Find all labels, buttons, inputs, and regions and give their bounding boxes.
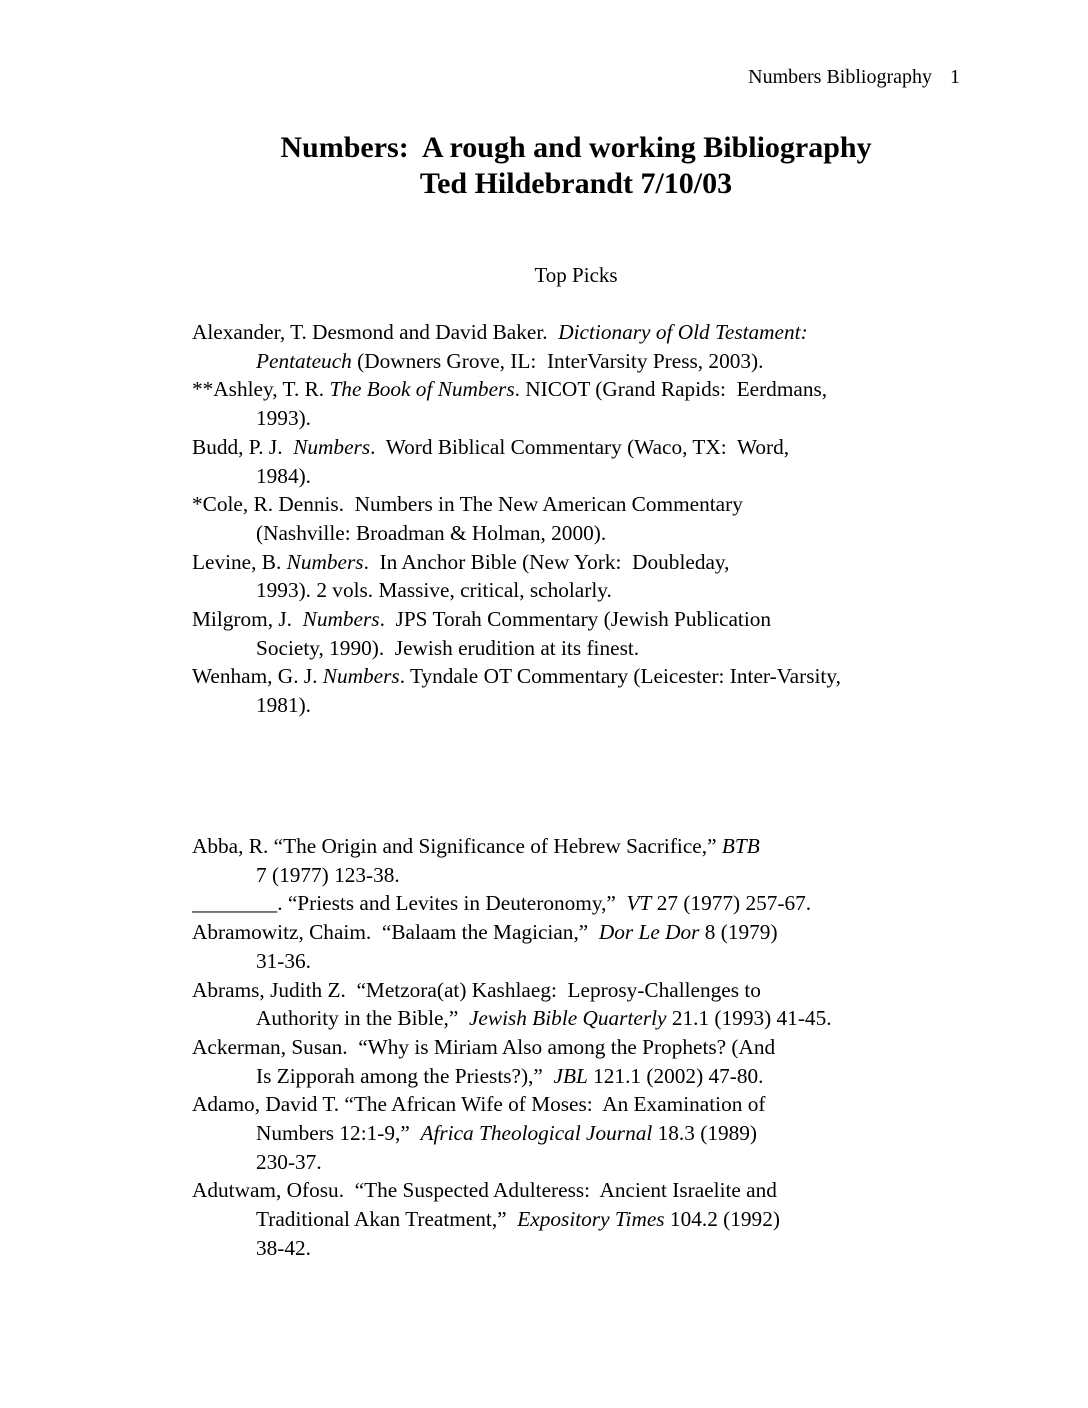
entry-text: 8 (1979): [699, 920, 778, 945]
entry-line: Adutwam, Ofosu. “The Suspected Adulteress: Ancient Israelite and: [192, 1178, 777, 1203]
entry-line: [192, 1004, 972, 1033]
entry-journal: BTB: [721, 834, 760, 858]
entry-line: Ackerman, Susan. “Why is Miriam Also among the Prophets? (And: [192, 1034, 776, 1059]
entry-text: Authority in the Bible,”: [256, 1006, 469, 1031]
entry-line: [192, 662, 972, 691]
entry-journal: Expository Times: [517, 1207, 665, 1232]
entry-journal: Africa Theological Journal: [420, 1121, 653, 1146]
entry-journal: Jewish Bible Quarterly: [468, 1006, 667, 1031]
entry-title: Numbers: [302, 607, 380, 632]
bibliography-list: [192, 832, 972, 1263]
bib-entry-levine: [192, 548, 972, 605]
entry-line: [192, 548, 972, 577]
entry-line: Society, 1990). Jewish erudition at its finest.: [256, 635, 640, 660]
entry-title: The Book of Numbers: [329, 377, 515, 402]
entry-text: ________. “Priests and Levites in Deuteronomy,”: [192, 891, 627, 916]
entry-text: Levine, B.: [192, 549, 287, 574]
entry-text: . NICOT (Grand Rapids: Eerdmans,: [514, 377, 828, 402]
page-number: 1: [950, 66, 960, 88]
entry-line: (Nashville: Broadman & Holman, 2000).: [256, 520, 607, 545]
entry-text: Numbers 12:1-9,”: [256, 1121, 421, 1146]
bib-entry-abba: [192, 832, 972, 889]
entry-title: Numbers: [286, 549, 364, 574]
entry-text: Milgrom, J.: [192, 607, 303, 632]
bib-entry-abba-2: [192, 889, 972, 918]
bib-entry-milgrom: [192, 605, 972, 662]
bib-entry-adamo: [192, 1090, 972, 1176]
entry-line: [192, 1119, 972, 1148]
entry-text: Budd, P. J.: [192, 434, 294, 459]
entry-line: *Cole, R. Dennis. Numbers in The New American Commentary: [192, 492, 743, 517]
entry-text: 27 (1977) 257-67.: [651, 891, 812, 916]
bib-entry-cole: [192, 490, 972, 547]
entry-line: [192, 918, 972, 947]
running-head: [748, 62, 960, 92]
bib-entry-wenham: [192, 662, 972, 719]
entry-line: [192, 832, 972, 861]
entry-line: 7 (1977) 123-38.: [256, 862, 400, 887]
entry-line: Abrams, Judith Z. “Metzora(at) Kashlaeg: Leprosy-Challenges to: [192, 977, 761, 1002]
bib-entry-abramowitz: [192, 918, 972, 975]
entry-text: . In Anchor Bible (New York: Doubleday,: [363, 549, 730, 574]
entry-line: 38-42.: [256, 1235, 312, 1260]
entry-line: [192, 433, 972, 462]
entry-line: [192, 605, 972, 634]
entry-text: 121.1 (2002) 47-80.: [587, 1063, 764, 1088]
entry-text: (Downers Grove, IL: InterVarsity Press, 2003).: [351, 348, 764, 373]
top-picks-list: [192, 318, 972, 720]
entry-text: 104.2 (1992): [664, 1207, 780, 1232]
entry-line: [192, 318, 972, 347]
entry-title: Pentateuch: [256, 348, 352, 373]
entry-title: Numbers: [322, 664, 400, 689]
entry-text: Wenham, G. J.: [192, 664, 323, 689]
bib-entry-ashley: [192, 375, 972, 432]
document-title: [0, 130, 1088, 202]
entry-title: Dictionary of Old Testament:: [558, 320, 808, 344]
entry-text: 18.3 (1989): [652, 1121, 758, 1146]
title-line-1: Numbers: A rough and working Bibliography: [280, 131, 872, 164]
bib-entry-ackerman: [192, 1033, 972, 1090]
entry-title: Numbers: [293, 434, 371, 459]
entry-text: Abramowitz, Chaim. “Balaam the Magician,”: [192, 920, 599, 945]
bib-entry-budd: [192, 433, 972, 490]
entry-journal: Dor Le Dor: [598, 920, 700, 945]
top-picks-heading: Top Picks: [534, 263, 618, 287]
entry-line: 230-37.: [256, 1149, 322, 1174]
bib-entry-alexander: [192, 318, 972, 375]
entry-text: Abba, R. “The Origin and Significance of Hebrew Sacrifice,”: [192, 834, 722, 858]
entry-text: . JPS Torah Commentary (Jewish Publication: [379, 607, 772, 632]
entry-text: . Tyndale OT Commentary (Leicester: Inter-Varsity,: [399, 664, 841, 689]
entry-line: 1984).: [256, 463, 312, 488]
entry-line: 1993).: [256, 406, 312, 431]
entry-line: 1981).: [256, 693, 312, 718]
bib-entry-adutwam: [192, 1176, 972, 1262]
entry-text: . Word Biblical Commentary (Waco, TX: Word,: [370, 434, 790, 459]
entry-text: Alexander, T. Desmond and David Baker.: [192, 320, 559, 344]
entry-journal: VT: [626, 891, 652, 916]
entry-line: [192, 1062, 972, 1091]
entry-text: **Ashley, T. R.: [192, 377, 330, 402]
entry-text: Traditional Akan Treatment,”: [256, 1207, 518, 1232]
title-line-2: Ted Hildebrandt 7/10/03: [419, 167, 733, 200]
entry-line: [192, 375, 972, 404]
entry-line: 31-36.: [256, 948, 312, 973]
bib-entry-abrams: [192, 976, 972, 1033]
running-head-title: Numbers Bibliography: [748, 66, 932, 88]
entry-line: Adamo, David T. “The African Wife of Moses: An Examination of: [192, 1092, 766, 1117]
entry-line: 1993). 2 vols. Massive, critical, scholarly.: [256, 578, 612, 603]
entry-line: [192, 889, 972, 918]
entry-text: Is Zipporah among the Priests?),”: [256, 1063, 554, 1088]
entry-line: [192, 347, 972, 376]
entry-journal: JBL: [553, 1063, 588, 1088]
entry-line: [192, 1205, 972, 1234]
entry-text: 21.1 (1993) 41-45.: [666, 1006, 832, 1031]
